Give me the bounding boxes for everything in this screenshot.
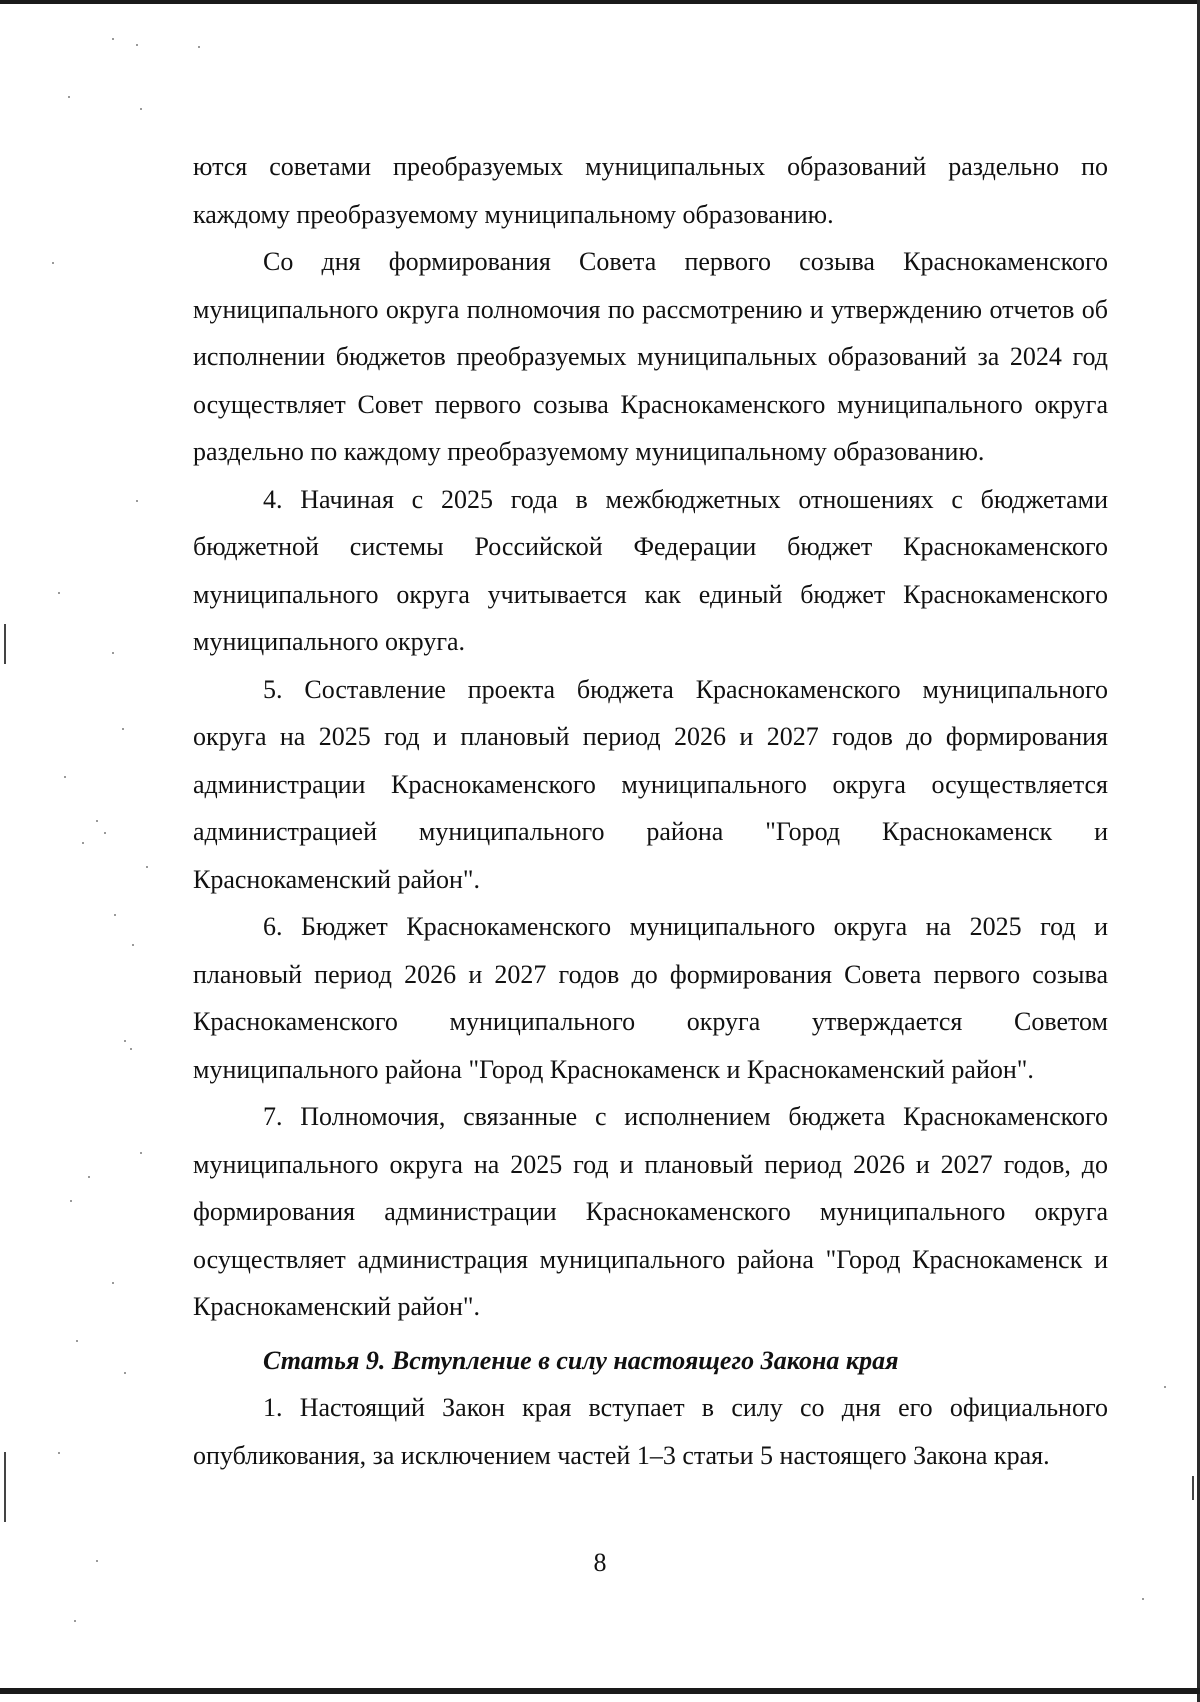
paragraph-continuation: ются советами преобразуемых муниципальных образований раздельно по каждому преобразуемому муниципальному образованию. <box>193 152 1108 229</box>
article-heading: Статья 9. Вступление в силу настоящего Закона края <box>263 1345 899 1375</box>
paragraph-item-5: 5. Составление проекта бюджета Краснокаменского муниципального округа на 2025 год и плановый период 2026 и 2027 годов до формирования администрации Краснокаменского муниципального округа осуществляется администрацией муниципального района "Город Краснокаменск и Краснокаменский район". <box>193 674 1108 894</box>
paragraph-article-9-item-1: 1. Настоящий Закон края вступает в силу со дня его официального опубликования, за исключением частей 1–3 статьи 5 настоящего Закона края. <box>193 1393 1108 1470</box>
page-body <box>193 143 1108 1479</box>
page-number: 8 <box>593 1548 607 1577</box>
paragraph-council-reports: Со дня формирования Совета первого созыва Краснокаменского муниципального округа полномочия по рассмотрению и утверждению отчетов об исполнении бюджетов преобразуемых муниципальных образований за 2024 год осуществляет Совет первого созыва Краснокаменского муниципального округа раздельно по каждому преобразуемому муниципальному образованию. <box>193 247 1108 466</box>
paragraph-item-6: 6. Бюджет Краснокаменского муниципального округа на 2025 год и плановый период 2026 и 2027 годов до формирования Совета первого созыва Краснокаменского муниципального округа утверждается Советом муниципального района "Город Краснокаменск и Краснокаменский район". <box>193 912 1108 1084</box>
paragraph-item-4: 4. Начиная с 2025 года в межбюджетных отношениях с бюджетами бюджетной системы Российской Федерации бюджет Краснокаменского муниципального округа учитывается как единый бюджет Краснокаменского муниципального округа. <box>193 484 1108 656</box>
scan-bottom-border <box>0 1688 1200 1694</box>
paragraph-item-7: 7. Полномочия, связанные с исполнением бюджета Краснокаменского муниципального округа на 2025 год и плановый период 2026 и 2027 годов, до формирования администрации Краснокаменского муниципального округа осуществляет администрация муниципального района "Город Краснокаменск и Краснокаменский район". <box>193 1102 1108 1321</box>
scan-top-border <box>0 0 1200 4</box>
